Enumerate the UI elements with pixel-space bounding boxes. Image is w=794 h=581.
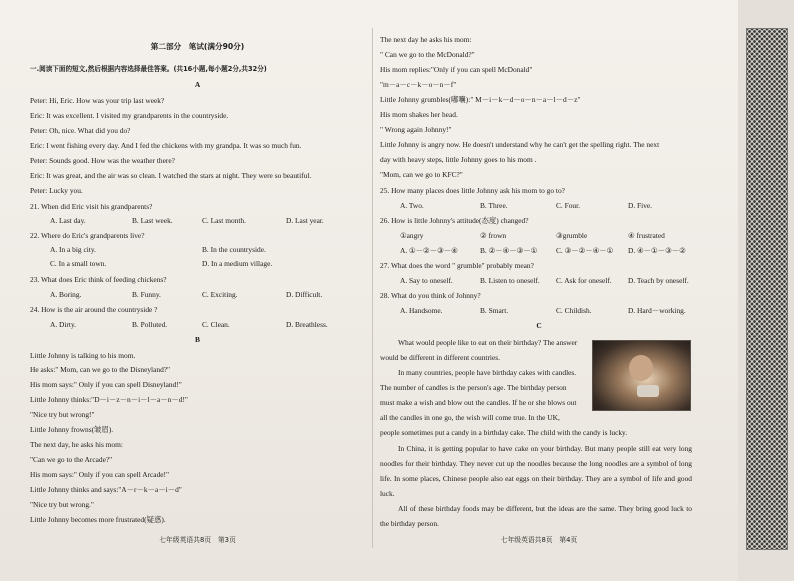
option: B. Smart.: [480, 306, 509, 315]
question-25: 25. How many places does little Johnny ask his mom to go to?: [380, 186, 565, 195]
story-line: " Wrong again Johnny!": [380, 125, 452, 134]
story-line: Little Johnny is talking to his mom.: [30, 351, 136, 360]
options-28: [380, 305, 698, 317]
story-line: His mom replies:"Only if you can spell McDonald": [380, 65, 533, 74]
question-26: 26. How is little Johnny's attitude(态度) changed?: [380, 216, 529, 225]
story-line: "m－a－c－k－o－n－f": [380, 80, 457, 89]
option: ③grumble: [556, 231, 588, 240]
option: ④ frustrated: [628, 231, 665, 240]
option: C. Four.: [556, 201, 581, 210]
passage-c-line: people sometimes put a candy in a birthday cake. The child with the candy is lucky.: [380, 428, 628, 437]
question-28: 28. What do you think of Johnny?: [380, 291, 481, 300]
dialogue-line: Peter: Sounds good. How was the weather there?: [30, 156, 175, 165]
story-line: Little Johnny grumbles(嘟囔):" M－i－k－d－o－n－a－l－d－z": [380, 95, 581, 104]
options-21: [30, 215, 365, 227]
dialogue-line: Eric: It was great, and the air was so clean. I watched the stars at night. They were so beautiful.: [30, 171, 312, 180]
story-line: day with heavy steps, little Johnny goes to his mom .: [380, 155, 537, 164]
options-24: [30, 319, 365, 331]
option: A. Boring.: [50, 290, 82, 299]
option: D. Hard－working.: [628, 306, 686, 315]
question-27: 27. What does the word " grumble" probably mean?: [380, 261, 534, 270]
option: C. Exciting.: [202, 290, 238, 299]
story-line: Little Johnny becomes more frustrated(疑惑).: [30, 515, 166, 524]
story-line: The next day, he asks his mom:: [30, 440, 123, 449]
option: C. Childish.: [556, 306, 592, 315]
story-line: "Nice try but wrong!": [30, 410, 95, 419]
passage-c-line: all the candles in one go, the wish will come true. In the UK,: [380, 413, 560, 422]
options-25: [380, 200, 698, 212]
passage-c-line: must make a wish and blow out the candles. If he or she blows out: [380, 398, 577, 407]
binding-strip: [738, 0, 794, 581]
dialogue-line: Peter: Oh, nice. What did you do?: [30, 126, 131, 135]
option: B. In the countryside.: [202, 245, 266, 254]
option: A. In a big city.: [50, 245, 96, 254]
page-footer-left: 七年级英语共8页 第3页: [159, 536, 236, 544]
question-22: 22. Where do Eric's grandparents live?: [30, 231, 145, 240]
story-line: His mom says:" Only if you can spell Disneyland!": [30, 380, 182, 389]
story-line: "Can we go to the Arcade?": [30, 455, 113, 464]
dialogue-line: Eric: It was excellent. I visited my grandparents in the countryside.: [30, 111, 229, 120]
story-line: Little Johnny frowns(皱眉).: [30, 425, 114, 434]
page-footer-right: 七年级英语共8页 第4页: [500, 536, 578, 544]
birthday-cake: [637, 385, 659, 397]
passage-c-paragraph-4: All of these birthday foods may be different, but the ideas are the same. They bring good luck to the birthday person.: [380, 504, 692, 528]
option: ② frown: [480, 231, 507, 240]
option: B. ②－④－③－①: [480, 246, 538, 255]
passage-c-line: The number of candles is the person's age. The birthday person: [380, 383, 567, 392]
options-26-choices: [380, 245, 698, 257]
option: C. Last month.: [202, 216, 246, 225]
options-22: [30, 244, 365, 256]
section-title: 第二部分 笔试(满分90分): [150, 42, 245, 51]
passage-c-line: What would people like to eat on their birthday? The answer: [398, 338, 578, 347]
option: D. Teach by oneself.: [628, 276, 689, 285]
passage-c-label: C: [536, 321, 542, 330]
binding-pattern: [746, 28, 788, 550]
option: A. Handsome.: [400, 306, 443, 315]
story-line: "Nice try but wrong.": [30, 500, 94, 509]
option: A. ①－②－③－④: [400, 246, 458, 255]
question-24: 24. How is the air around the countryside ?: [30, 305, 158, 314]
story-line: Little Johnny thinks and says:"A－r－k－a－i－d": [30, 485, 182, 494]
question-21: 21. When did Eric visit his grandparents?: [30, 202, 153, 211]
options-27: [380, 275, 698, 287]
left-column: [30, 0, 365, 581]
option: D. Last year.: [286, 216, 324, 225]
passage-b-label: B: [195, 335, 200, 344]
options-23: [30, 289, 365, 301]
option: D. Five.: [628, 201, 653, 210]
story-line: The next day he asks his mom:: [380, 35, 472, 44]
instruction: 一.阅读下面的短文,然后根据内容选择最佳答案。(共16小题,每小题2分,共32分): [30, 65, 267, 73]
dialogue-line: Peter: Hi, Eric. How was your trip last week?: [30, 96, 165, 105]
story-line: Little Johnny is angry now. He doesn't understand why he can't get the spelling right. The next: [380, 140, 660, 149]
option: B. Three.: [480, 201, 508, 210]
option: A. Two.: [400, 201, 424, 210]
column-divider: [372, 28, 373, 548]
question-23: 23. What does Eric think of feeding chickens?: [30, 275, 167, 284]
option: A. Last day.: [50, 216, 86, 225]
option: C. In a small town.: [50, 259, 107, 268]
options-26: [380, 230, 698, 242]
child-face: [629, 355, 653, 381]
passage-a-label: A: [194, 80, 201, 89]
dialogue-line: Eric: I went fishing every day. And I fed the chickens with my grandpa. It was so much fun.: [30, 141, 302, 150]
passage-c-line: In many countries, people have birthday cakes with candles.: [398, 368, 577, 377]
option: B. Funny.: [132, 290, 161, 299]
passage-c-paragraph-3: In China, it is getting popular to have cake on your birthday. But many people still eat very long noodles for their birthday. They never cut up the noodles because the long noodles are a symbol of long life. In some places, Chinese people also eat eggs on their birthday. They are a symbol of life and good luck.: [380, 444, 692, 498]
option: B. Listen to oneself.: [480, 276, 540, 285]
option: C. Clean.: [202, 320, 230, 329]
option: D. Difficult.: [286, 290, 323, 299]
option: D. Breathless.: [286, 320, 328, 329]
option: ①angry: [400, 231, 424, 240]
option: A. Dirty.: [50, 320, 77, 329]
dialogue-line: Peter: Lucky you.: [30, 186, 83, 195]
story-line: "Mom, can we go to KFC?": [380, 170, 463, 179]
story-line: He asks:" Mom, can we go to the Disneyland?": [30, 365, 171, 374]
birthday-photo: [592, 340, 691, 411]
story-line: His mom says:" Only if you can spell Arcade!": [30, 470, 170, 479]
story-line: " Can we go to the McDonald?": [380, 50, 475, 59]
option: D. ④－①－③－②: [628, 246, 686, 255]
passage-c-line: would be different in different countries.: [380, 353, 500, 362]
option: D. In a medium village.: [202, 259, 273, 268]
option: B. Polluted.: [132, 320, 168, 329]
option: C. ③－②－④－①: [556, 246, 614, 255]
right-column: [380, 0, 698, 581]
story-line: Little Johnny thinks:"D－i－z－n－i－l－a－n－d!": [30, 395, 188, 404]
option: A. Say to oneself.: [400, 276, 453, 285]
option: C. Ask for oneself.: [556, 276, 612, 285]
options-22b: [30, 258, 365, 270]
option: B. Last week.: [132, 216, 173, 225]
story-line: His mom shakes her head.: [380, 110, 458, 119]
